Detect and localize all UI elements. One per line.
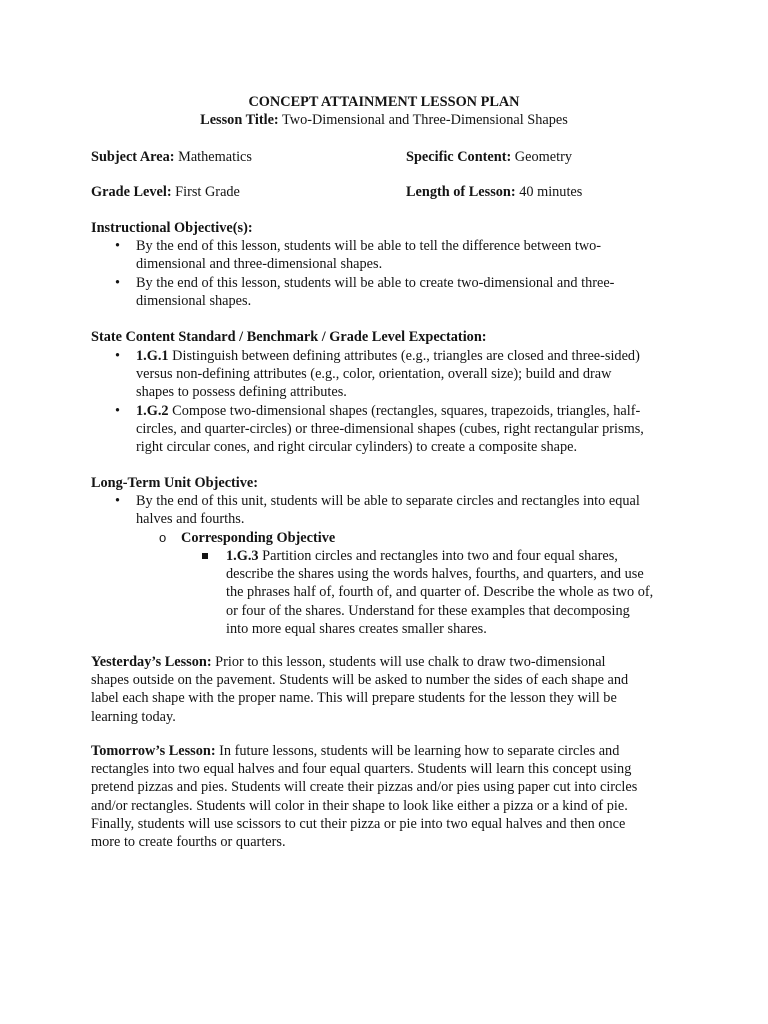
standard-1g3-line: the phrases half of, fourth of, and quarter of. Describe the whole as two of, [226,584,654,601]
grade-level-value: First Grade [171,184,240,200]
objective-line: dimensional and three-dimensional shapes. [136,256,383,273]
yesterday-line: shapes outside on the pavement. Students will be asked to number the sides of each shape and [91,672,629,689]
yesterday-text: Prior to this lesson, students will use chalk to draw two-dimensional [211,654,606,670]
objective-line: By the end of this lesson, students will be able to create two-dimensional and three- [136,275,615,291]
tomorrow-line [91,742,637,760]
tomorrow-line: rectangles into two equal halves and four equal quarters. Students will learn this concept using [91,761,632,778]
standard-line: circles, and quarter-circles) or three-dimensional shapes (cubes, right rectangular prisms, [136,421,644,438]
standard-1g3-text: Partition circles and rectangles into two and four equal shares, [258,548,618,564]
standard-1g3-code: 1.G.3 [226,548,259,564]
specific-content-value: Geometry [511,149,572,165]
standard-item [115,347,640,402]
standard-line: right circular cones, and right circular cylinders) to create a composite shape. [136,439,578,456]
tomorrow-line: pretend pizzas and pies. Students will create their pizzas and/or pies using paper cut into circles [91,779,638,796]
standard-text: Distinguish between defining attributes (e.g., triangles are closed and three-sided) [168,348,640,364]
yesterday-line: learning today. [91,708,176,725]
bullet-icon: • [115,348,121,364]
tomorrow-line: and/or rectangles. Students will color in their shape to look like either a pizza or a kind of pie. [91,797,628,814]
grade-level [91,183,240,201]
tomorrow-text: In future lessons, students will be learning how to separate circles and [215,743,620,759]
yesterday-label: Yesterday’s Lesson: [91,654,212,670]
standard-1g3-line [226,547,653,565]
unit-objective-line: halves and fourths. [136,511,245,528]
bullet-icon: • [115,403,121,419]
tomorrow-line: more to create fourths or quarters. [91,834,286,851]
standard-1g3-line: into more equal shares creates smaller shares. [226,620,487,637]
specific-content [406,148,572,166]
lesson-title-value: Two-Dimensional and Three-Dimensional Shapes [278,112,568,128]
lesson-title-label: Lesson Title: [200,112,279,128]
unit-objective-line: By the end of this unit, students will be able to separate circles and rectangles into equal [136,493,640,509]
bullet-icon: • [115,275,121,291]
standard-line [136,402,644,420]
document-title: CONCEPT ATTAINMENT LESSON PLAN [248,94,520,110]
objective-item [115,237,602,273]
objective-item [115,274,615,310]
standard-1g3 [226,547,653,638]
subject-area [91,148,252,166]
subject-area-value: Mathematics [174,149,252,165]
standard-code: 1.G.2 [136,403,169,419]
lesson-length-value: 40 minutes [515,184,583,200]
standard-item [115,402,644,457]
standard-1g3-line: describe the shares using the words halves, fourths, and quarters, and use [226,566,644,583]
hollow-bullet-icon: o [159,530,167,545]
unit-objective-heading: Long-Term Unit Objective: [91,475,259,491]
standard-line: shapes to possess defining attributes. [136,384,347,401]
lesson-length [406,183,582,201]
unit-objective-item [115,492,640,528]
lesson-title-line [0,111,768,129]
objective-line: dimensional shapes. [136,293,252,310]
yesterday-line [91,653,628,671]
standard-line [136,347,640,365]
tomorrow-line: Finally, students will use scissors to cut their pizza or pie into two equal halves and then once [91,815,626,832]
objectives-heading: Instructional Objective(s): [91,220,253,236]
lesson-length-label: Length of Lesson: [406,184,516,200]
bullet-icon: • [115,238,121,254]
subject-area-label: Subject Area: [91,149,175,165]
tomorrow-label: Tomorrow’s Lesson: [91,743,216,759]
objective-line: By the end of this lesson, students will be able to tell the difference between two- [136,238,602,254]
yesterday-lesson [91,653,628,726]
yesterday-line: label each shape with the proper name. This will prepare students for the lesson they will be [91,690,617,707]
standard-code: 1.G.1 [136,348,169,364]
tomorrow-lesson [91,742,637,851]
corresponding-objective-heading: Corresponding Objective [181,530,336,546]
standards-heading: State Content Standard / Benchmark / Grade Level Expectation: [91,329,487,345]
standard-1g3-line: or four of the shares. Understand for these examples that decomposing [226,602,630,619]
bullet-icon: • [115,493,121,509]
standard-line: versus non-defining attributes (e.g., color, orientation, overall size); build and draw [136,366,612,383]
specific-content-label: Specific Content: [406,149,512,165]
standard-text: Compose two-dimensional shapes (rectangles, squares, trapezoids, triangles, half- [168,403,641,419]
corresponding-objective [159,529,336,547]
grade-level-label: Grade Level: [91,184,172,200]
square-bullet-icon [202,553,208,559]
